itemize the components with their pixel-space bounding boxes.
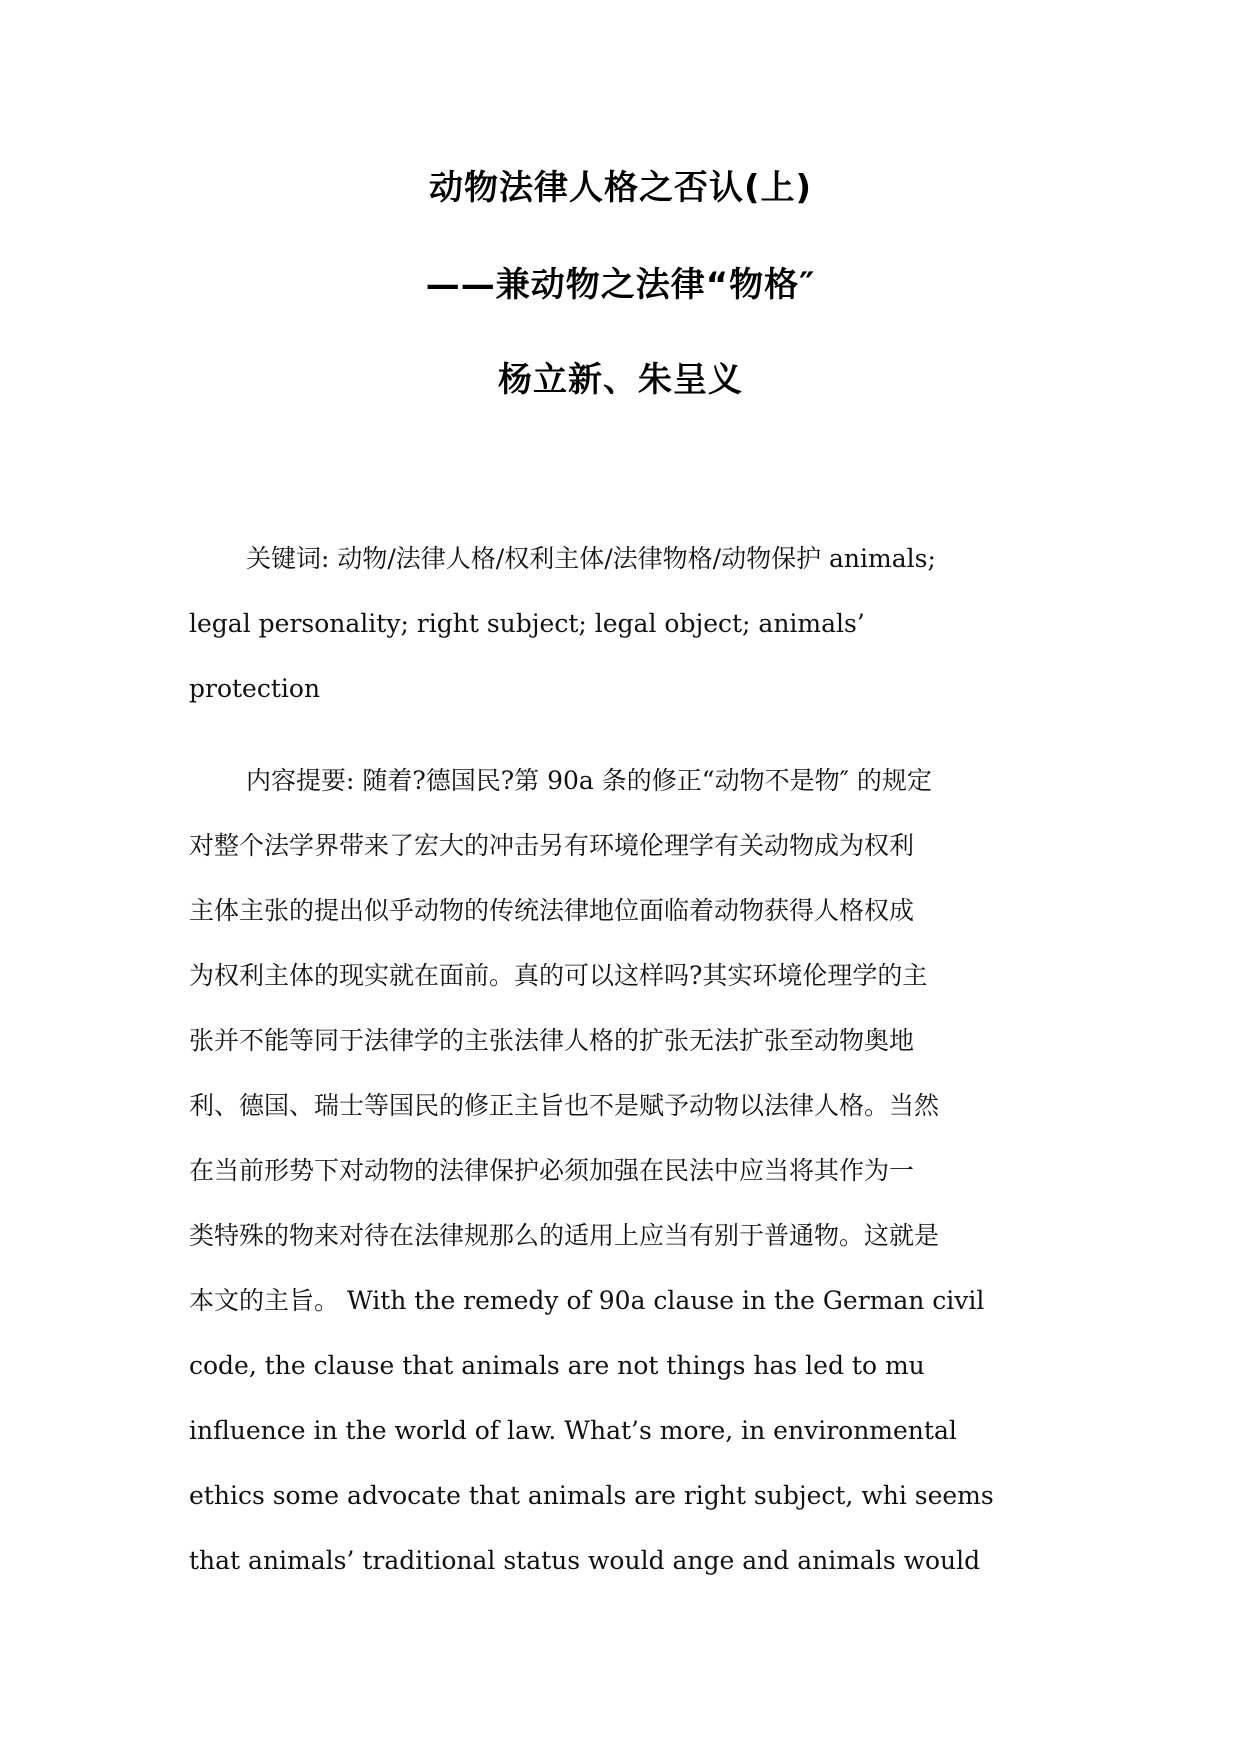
abstract-line: influence in the world of law. What’s more, in environmental bbox=[189, 1416, 957, 1445]
abstract-line: that animals’ traditional status would ange and animals would bbox=[189, 1546, 981, 1575]
abstract-line: 类特殊的物来对待在法律规那么的适用上应当有别于普通物。这就是 bbox=[189, 1221, 940, 1250]
keywords-line: protection bbox=[189, 674, 321, 703]
keywords-line: 关键词: 动物/法律人格/权利主体/法律物格/动物保护 animals; bbox=[246, 544, 936, 573]
abstract-line: 利、德国、瑞士等国民的修正主旨也不是赋予动物以法律人格。当然 bbox=[189, 1091, 940, 1120]
abstract-line: 在当前形势下对动物的法律保护必须加强在民法中应当将其作为一 bbox=[189, 1156, 915, 1185]
abstract-line: 本文的主旨。 With the remedy of 90a clause in the German civil bbox=[189, 1286, 985, 1315]
abstract-line: 对整个法学界带来了宏大的冲击另有环境伦理学有关动物成为权利 bbox=[189, 831, 915, 860]
paper-subtitle: ——兼动物之法律“物格″ bbox=[425, 265, 816, 305]
abstract-line: 张并不能等同于法律学的主张法律人格的扩张无法扩张至动物奥地 bbox=[189, 1026, 915, 1055]
abstract-line: 内容提要: 随着?德国民?第 90a 条的修正“动物不是物″ 的规定 bbox=[246, 766, 932, 795]
keywords-line: legal personality; right subject; legal object; animals’ bbox=[189, 609, 865, 638]
abstract-line: 为权利主体的现实就在面前。真的可以这样吗?其实环境伦理学的主 bbox=[189, 961, 928, 990]
abstract-line: 主体主张的提出似乎动物的传统法律地位面临着动物获得人格权成 bbox=[189, 896, 915, 925]
paper-title: 动物法律人格之否认(上) bbox=[428, 168, 813, 208]
abstract-line: ethics some advocate that animals are right subject, whi seems bbox=[189, 1481, 994, 1510]
abstract-line: code, the clause that animals are not things has led to mu bbox=[189, 1351, 925, 1380]
paper-authors: 杨立新、朱呈义 bbox=[498, 360, 743, 400]
